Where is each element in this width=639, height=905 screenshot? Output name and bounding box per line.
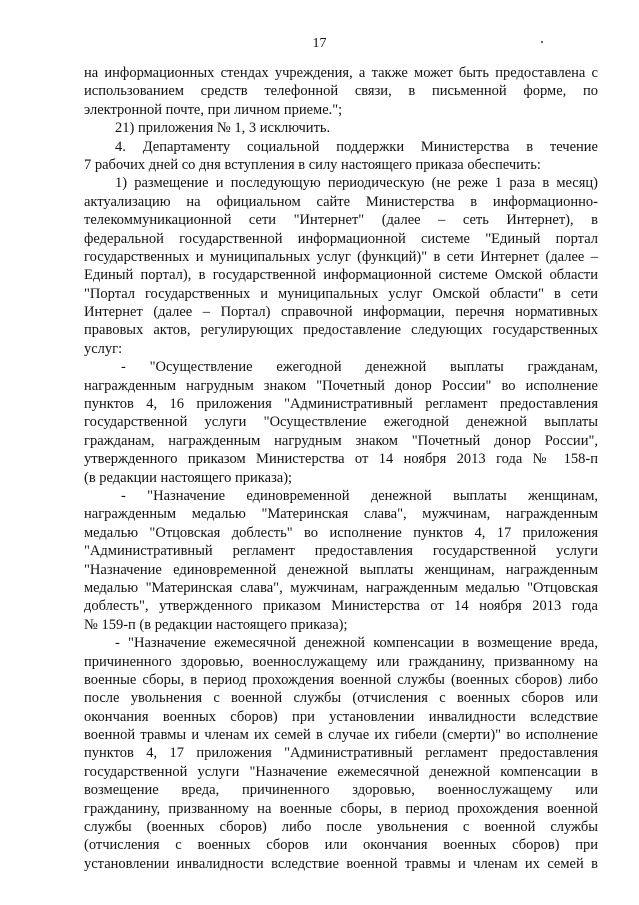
text-line: окончания военных сборов) при установлении инвалидности вследствие [84,708,598,725]
text-line: государственной услуги "Назначение ежемесячной денежной компенсации в [84,763,598,780]
text-line: пунктов 4, 17 приложения "Административный регламент предоставления [84,745,598,762]
text-line: установлении инвалидности вследствие военной травмы и членам их семей в [84,855,598,872]
text-line: федеральной государственной информационной системе "Единый портал [84,230,598,247]
text-line: утвержденного приказом Министерства от 14 ноября 2013 года № 158-п [84,451,598,468]
document-body [84,64,598,873]
text-line: 1) размещение и последующую периодическую (не реже 1 раза в месяц) [115,175,598,192]
text-line: Единый портал), в государственной информационной системе Омской области [84,267,598,284]
text-line: - "Назначение единовременной денежной выплаты женщинам, [121,487,598,504]
text-line: (отчисления с военных сборов или окончания военных сборов) при [84,837,598,854]
text-line: после увольнения с военной службы (отчисления с военных сборов или [84,690,598,707]
text-line: "Портал государственных и муниципальных услуг Омской области" в сети [84,285,598,302]
text-line: возмещение вреда, причиненного здоровью, военнослужащему или [84,782,598,799]
text-line: 21) приложения № 1, 3 исключить. [115,120,331,137]
text-line: актуализацию на официальном сайте Министерства в информационно- [84,193,598,210]
text-line: - "Осуществление ежегодной денежной выплаты гражданам, [121,359,598,376]
text-line: использованием средств телефонной связи, в письменной форме, по [84,83,598,100]
text-line: государственной услуги "Осуществление ежегодной денежной выплаты [84,414,598,431]
text-line: государственных и муниципальных услуг (функций)" в сети Интернет (далее – [84,248,598,265]
text-line: 7 рабочих дней со дня вступления в силу настоящего приказа обеспечить: [84,156,541,173]
text-line: электронной почте, при личном приеме."; [84,101,343,118]
text-line: пунктов 4, 16 приложения "Административный регламент предоставления [84,396,598,413]
text-line: "Административный регламент предоставления государственной услуги [84,543,598,560]
text-line: военные сборы, в период прохождения военной службы (военных сборов) либо [84,671,598,688]
text-line: - "Назначение ежемесячной денежной компенсации в возмещение вреда, [115,635,598,652]
text-line: доблесть", утвержденного приказом Министерства от 14 ноября 2013 года [84,598,598,615]
text-line: гражданину, призванному на военные сборы, в период прохождения военной [84,800,598,817]
text-line: 4. Департаменту социальной поддержки Министерства в течение [115,138,598,155]
text-line: телекоммуникационной сети "Интернет" (далее – сеть Интернет), в [84,212,598,229]
text-line: медалью "Отцовская доблесть" во исполнение пунктов 4, 17 приложения [84,524,598,541]
text-line: услуг: [84,340,123,357]
text-line: гражданам, награжденным нагрудным знаком "Почетный донор России", [84,432,598,449]
text-line: "Назначение единовременной денежной выплаты женщинам, награжденным [84,561,598,578]
text-line: награжденным медалью "Материнская слава", мужчинам, награжденным [84,506,598,523]
text-line: службы (военных сборов) либо после увольнения с военной службы [84,819,598,836]
text-line: (в редакции настоящего приказа); [84,469,293,486]
text-line: награжденным нагрудным знаком "Почетный донор России" во исполнение [84,377,598,394]
text-line: Интернет (далее – Портал) справочной информации, перечня нормативных [84,304,598,321]
text-line: на информационных стендах учреждения, а также может быть предоставлена с [84,65,598,81]
scan-speck [541,41,543,43]
page-number: 17 [312,36,327,51]
text-line: военной травмы и членам их семей в случае их гибели (смерти)" во исполнение [84,727,598,744]
text-line: причиненного здоровью, военнослужащему или гражданину, призванному на [84,653,598,670]
text-line: № 159-п (в редакции настоящего приказа); [84,616,348,633]
text-line: медалью "Материнская слава", мужчинам, награжденным медалью "Отцовская [84,579,598,596]
text-line: правовых актов, регулирующих предоставление следующих государственных [84,322,598,339]
